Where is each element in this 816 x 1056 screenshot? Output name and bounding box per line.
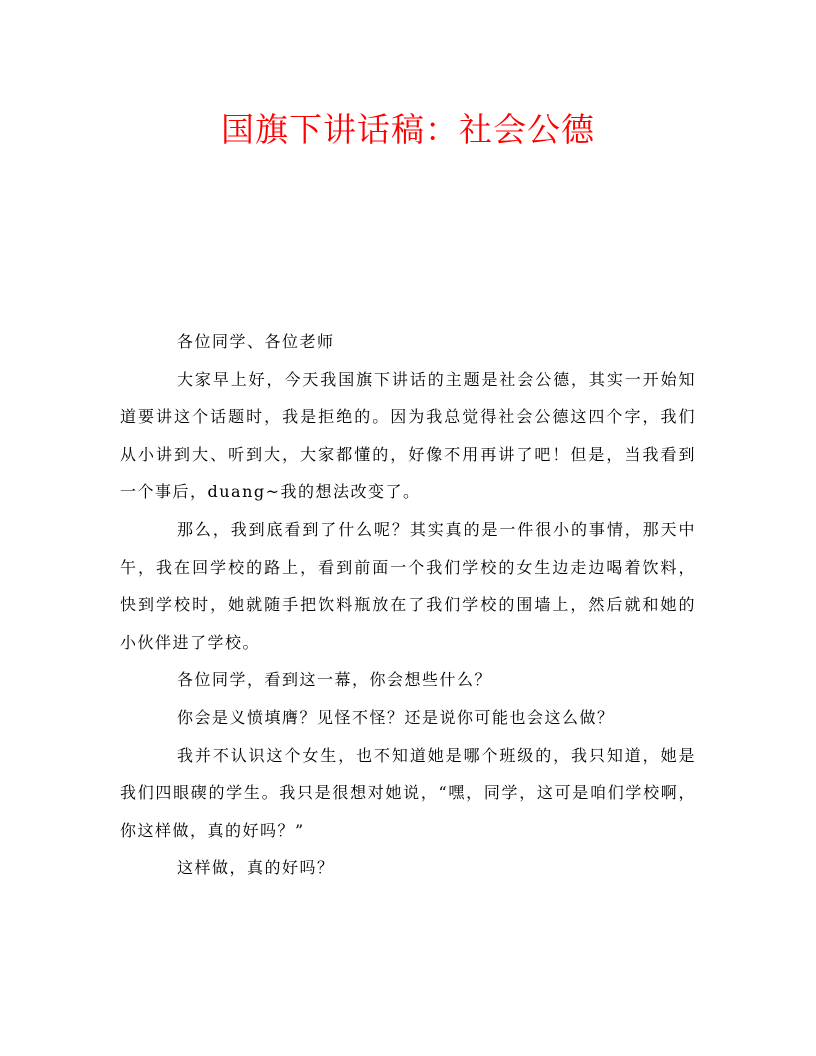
paragraph-incident: 那么，我到底看到了什么呢？其实真的是一件很小的事情，那天中午，我在回学校的路上，看到前面一个我们学校的女生边走边喝着饮料，快到学校时，她就随手把饮料瓶放在了我们学校的围墙上，然后就和她的小伙伴进了学校。 (120, 519, 696, 652)
paragraph-opening: 大家早上好，今天我国旗下讲话的主题是社会公德，其实一开始知道要讲这个话题时，我是拒绝的。因为我总觉得社会公德这四个字，我们从小讲到大、听到大，大家都懂的，好像不用再讲了吧！但是，当我看到一个事后，duang~我的想法改变了。 (120, 369, 696, 502)
document-title: 国旗下讲话稿：社会公德 (221, 110, 595, 149)
document-body (120, 323, 696, 887)
paragraph-question-2: 你会是义愤填膺？见怪不怪？还是说你可能也会这么做？ (177, 707, 615, 727)
paragraph-closing-question: 这样做，真的好吗？ (177, 858, 335, 878)
paragraph-greeting: 各位同学、各位老师 (177, 332, 335, 351)
paragraph-question-1: 各位同学，看到这一幕，你会想些什么？ (177, 670, 493, 690)
paragraph-reflection: 我并不认识这个女生，也不知道她是哪个班级的，我只知道，她是我们四眼碶的学生。我只是很想对她说，“嘿，同学，这可是咱们学校啊，你这样做，真的好吗？” (120, 745, 696, 840)
